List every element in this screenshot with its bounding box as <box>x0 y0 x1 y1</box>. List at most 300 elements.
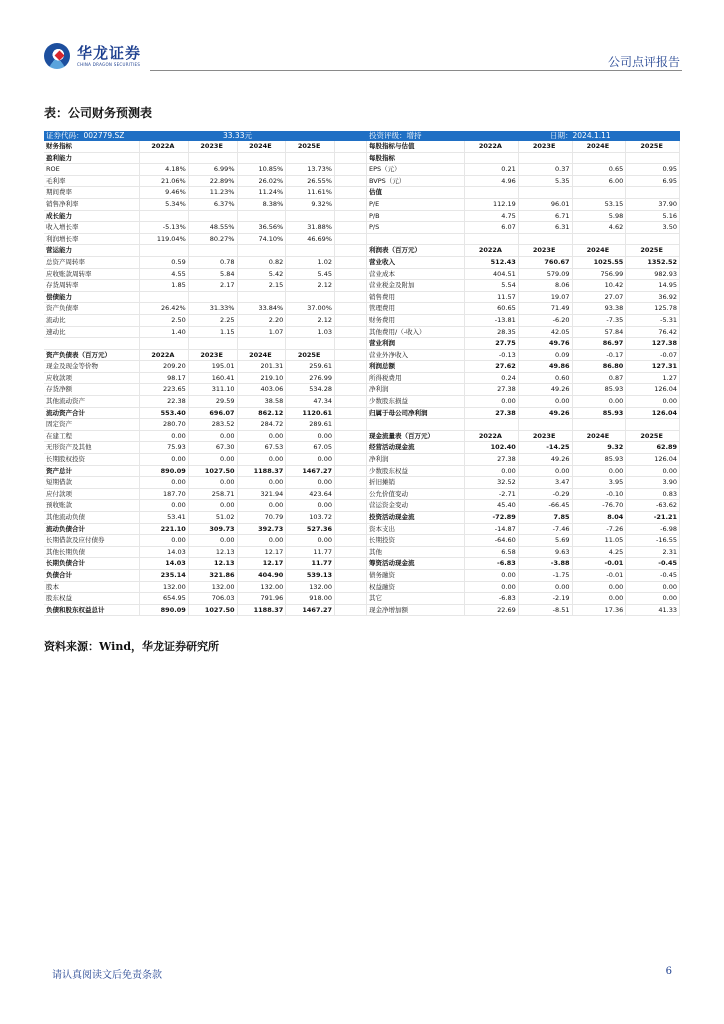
value-cell: 2022A <box>140 141 189 152</box>
value-cell: 423.64 <box>286 489 335 500</box>
value-cell: 126.04 <box>626 408 680 419</box>
report-date: 日期：2024.1.11 <box>550 131 611 140</box>
logo-diamond-icon <box>55 51 65 61</box>
value-cell: 284.72 <box>238 419 287 430</box>
table-header-row <box>44 350 335 362</box>
value-cell: -72.89 <box>465 512 519 523</box>
value-cell: 579.09 <box>519 269 573 280</box>
value-cell: 9.32 <box>573 442 627 453</box>
table-row <box>44 547 335 559</box>
value-cell: 2024E <box>238 141 287 152</box>
row-label: 管理费用 <box>367 303 465 314</box>
financial-forecast-table <box>44 131 680 616</box>
value-cell <box>465 187 519 198</box>
value-cell: 982.93 <box>626 269 680 280</box>
table-row <box>44 466 335 478</box>
value-cell: 8.04 <box>573 512 627 523</box>
value-cell: 4.62 <box>573 222 627 233</box>
row-label: 长期负债合计 <box>44 558 140 569</box>
row-label: 无形资产及其他 <box>44 442 140 453</box>
gap-cell <box>335 350 367 362</box>
value-cell: 235.14 <box>140 570 189 581</box>
gap-cell <box>335 442 367 454</box>
value-cell: 2025E <box>626 431 680 442</box>
value-cell: 41.33 <box>626 605 680 616</box>
value-cell: 2025E <box>626 141 680 152</box>
table-row <box>44 187 335 199</box>
gap-cell <box>335 280 367 292</box>
value-cell: 276.99 <box>286 373 335 384</box>
value-cell: 126.04 <box>626 454 680 465</box>
value-cell: 0.00 <box>286 477 335 488</box>
gap-cell <box>335 338 367 350</box>
table-row <box>367 605 680 617</box>
row-label: P/S <box>367 222 465 233</box>
value-cell <box>238 245 287 256</box>
row-label: 营业利润 <box>367 338 465 349</box>
value-cell: 0.00 <box>465 396 519 407</box>
gap-cell <box>335 384 367 396</box>
value-cell <box>189 245 238 256</box>
value-cell: 0.00 <box>573 396 627 407</box>
value-cell: 37.00% <box>286 303 335 314</box>
value-cell <box>626 419 680 430</box>
value-cell: 3.50 <box>626 222 680 233</box>
value-cell: 0.00 <box>140 535 189 546</box>
value-cell: 3.95 <box>573 477 627 488</box>
table-row <box>44 570 335 582</box>
value-cell: 26.42% <box>140 303 189 314</box>
gap-cell <box>335 245 367 257</box>
row-label: 每股指标与估值 <box>367 141 465 152</box>
value-cell: 2.20 <box>238 315 287 326</box>
value-cell: -7.46 <box>519 524 573 535</box>
value-cell: 0.00 <box>286 500 335 511</box>
table-row <box>367 292 680 304</box>
gap-cell <box>335 512 367 524</box>
gap-cell <box>335 477 367 489</box>
value-cell: 22.69 <box>465 605 519 616</box>
gap-cell <box>335 199 367 211</box>
table-row <box>44 419 335 431</box>
table-row <box>367 257 680 269</box>
value-cell: 37.90 <box>626 199 680 210</box>
value-cell: 4.75 <box>465 211 519 222</box>
value-cell: 862.12 <box>238 408 287 419</box>
value-cell: 0.00 <box>140 477 189 488</box>
table-row <box>44 338 335 350</box>
row-label: EPS（元） <box>367 164 465 175</box>
row-label: 负债合计 <box>44 570 140 581</box>
table-row <box>44 477 335 489</box>
table-row <box>44 408 335 420</box>
row-label: 流动资产合计 <box>44 408 140 419</box>
value-cell: 1188.37 <box>238 466 287 477</box>
value-cell: 6.31 <box>519 222 573 233</box>
value-cell: 2023E <box>519 431 573 442</box>
value-cell: 5.42 <box>238 269 287 280</box>
table-gap-column <box>335 141 367 616</box>
gap-cell <box>335 605 367 617</box>
row-label: 投资活动现金流 <box>367 512 465 523</box>
value-cell: 4.55 <box>140 269 189 280</box>
gap-cell <box>335 315 367 327</box>
value-cell <box>573 153 627 164</box>
value-cell: 5.35 <box>519 176 573 187</box>
value-cell: 404.90 <box>238 570 287 581</box>
value-cell: 29.59 <box>189 396 238 407</box>
value-cell: 127.38 <box>626 338 680 349</box>
table-row <box>367 384 680 396</box>
row-label: 其他流动负债 <box>44 512 140 523</box>
row-label: 净利润 <box>367 454 465 465</box>
value-cell: 5.16 <box>626 211 680 222</box>
value-cell: 126.04 <box>626 384 680 395</box>
row-label: 偿债能力 <box>44 292 140 303</box>
table-header-row <box>44 141 335 153</box>
value-cell: 132.00 <box>140 582 189 593</box>
right-table <box>367 141 680 616</box>
value-cell: 223.65 <box>140 384 189 395</box>
value-cell: 321.86 <box>189 570 238 581</box>
value-cell: -16.55 <box>626 535 680 546</box>
value-cell: 127.31 <box>626 361 680 372</box>
row-label: 预收账款 <box>44 500 140 511</box>
value-cell: 201.31 <box>238 361 287 372</box>
value-cell: 0.00 <box>519 582 573 593</box>
value-cell: 11.05 <box>573 535 627 546</box>
value-cell: 6.58 <box>465 547 519 558</box>
table-section-row <box>44 292 335 304</box>
value-cell: 125.78 <box>626 303 680 314</box>
value-cell: 45.40 <box>465 500 519 511</box>
row-label: 折旧摊销 <box>367 477 465 488</box>
value-cell: 86.80 <box>573 361 627 372</box>
table-title: 表：公司财务预测表 <box>44 106 153 120</box>
value-cell: 1.40 <box>140 327 189 338</box>
value-cell: 38.58 <box>238 396 287 407</box>
row-label: 应收款项 <box>44 373 140 384</box>
value-cell: 12.13 <box>189 547 238 558</box>
value-cell: 0.37 <box>519 164 573 175</box>
table-row <box>367 489 680 501</box>
row-label: 估值 <box>367 187 465 198</box>
value-cell <box>626 153 680 164</box>
table-row <box>367 466 680 478</box>
value-cell <box>238 211 287 222</box>
row-label: 营业外净收入 <box>367 350 465 361</box>
value-cell: 4.96 <box>465 176 519 187</box>
value-cell: -0.10 <box>573 489 627 500</box>
value-cell <box>519 234 573 245</box>
table-row <box>44 280 335 292</box>
value-cell: 6.71 <box>519 211 573 222</box>
row-label: 营业成本 <box>367 269 465 280</box>
value-cell <box>140 211 189 222</box>
value-cell: -0.01 <box>573 570 627 581</box>
value-cell: 48.55% <box>189 222 238 233</box>
table-section-row <box>367 153 680 165</box>
table-row <box>367 338 680 350</box>
row-label: 成长能力 <box>44 211 140 222</box>
value-cell: 0.00 <box>626 582 680 593</box>
row-label: 股东权益 <box>44 593 140 604</box>
value-cell: 1.15 <box>189 327 238 338</box>
row-label: 长期借款及应付债券 <box>44 535 140 546</box>
value-cell: 2024E <box>573 141 627 152</box>
value-cell: -0.07 <box>626 350 680 361</box>
page-number: 6 <box>665 966 672 977</box>
value-cell: 0.00 <box>465 570 519 581</box>
value-cell: 27.07 <box>573 292 627 303</box>
value-cell: 0.00 <box>238 477 287 488</box>
table-row <box>367 303 680 315</box>
value-cell: -0.29 <box>519 489 573 500</box>
value-cell: 119.04% <box>140 234 189 245</box>
value-cell: 2024E <box>573 431 627 442</box>
gap-cell <box>335 187 367 199</box>
value-cell: 12.17 <box>238 547 287 558</box>
value-cell: 51.02 <box>189 512 238 523</box>
gap-cell <box>335 164 367 176</box>
gap-cell <box>335 408 367 420</box>
value-cell: 13.73% <box>286 164 335 175</box>
value-cell <box>519 419 573 430</box>
value-cell: 5.45 <box>286 269 335 280</box>
value-cell: 11.77 <box>286 558 335 569</box>
value-cell: 28.35 <box>465 327 519 338</box>
table-row <box>367 164 680 176</box>
value-cell: 14.95 <box>626 280 680 291</box>
row-label: 其他费用/（-收入） <box>367 327 465 338</box>
value-cell: 1.07 <box>238 327 287 338</box>
value-cell: 11.77 <box>286 547 335 558</box>
value-cell: 31.88% <box>286 222 335 233</box>
value-cell: 53.15 <box>573 199 627 210</box>
gap-cell <box>335 454 367 466</box>
table-row <box>44 582 335 594</box>
value-cell: 0.78 <box>189 257 238 268</box>
row-label: 速动比 <box>44 327 140 338</box>
value-cell: 3.47 <box>519 477 573 488</box>
row-label: 筹资活动现金流 <box>367 558 465 569</box>
value-cell <box>238 338 287 349</box>
stock-code: 证券代码：002779.SZ <box>46 131 125 140</box>
value-cell <box>189 211 238 222</box>
row-label: 现金净增加额 <box>367 605 465 616</box>
value-cell: 0.00 <box>140 500 189 511</box>
value-cell: -2.19 <box>519 593 573 604</box>
row-label <box>367 234 465 245</box>
table-row <box>44 500 335 512</box>
value-cell: 96.01 <box>519 199 573 210</box>
table-row <box>44 524 335 536</box>
value-cell: 2025E <box>286 141 335 152</box>
row-label: 长期投资 <box>367 535 465 546</box>
value-cell: 0.00 <box>573 582 627 593</box>
row-label: BVPS（元） <box>367 176 465 187</box>
table-row <box>44 222 335 234</box>
value-cell: 0.83 <box>626 489 680 500</box>
value-cell: 696.07 <box>189 408 238 419</box>
value-cell <box>189 338 238 349</box>
value-cell: 67.05 <box>286 442 335 453</box>
value-cell: 102.40 <box>465 442 519 453</box>
row-label: 总资产周转率 <box>44 257 140 268</box>
stock-price: 33.33元 <box>223 131 252 140</box>
value-cell: 5.69 <box>519 535 573 546</box>
value-cell: 0.00 <box>189 535 238 546</box>
table-section-row <box>44 211 335 223</box>
value-cell: 14.03 <box>140 558 189 569</box>
value-cell <box>140 153 189 164</box>
value-cell: 2.12 <box>286 280 335 291</box>
gap-cell <box>335 570 367 582</box>
gap-cell <box>335 466 367 478</box>
row-label: 净利润 <box>367 384 465 395</box>
value-cell <box>286 211 335 222</box>
value-cell: 74.10% <box>238 234 287 245</box>
value-cell <box>140 245 189 256</box>
row-label: 利润总额 <box>367 361 465 372</box>
gap-cell <box>335 500 367 512</box>
value-cell: 19.07 <box>519 292 573 303</box>
report-type: 公司点评报告 <box>607 55 680 69</box>
value-cell: 1025.55 <box>573 257 627 268</box>
table-row <box>367 350 680 362</box>
row-label: 盈利能力 <box>44 153 140 164</box>
table-row <box>44 535 335 547</box>
value-cell <box>286 245 335 256</box>
table-row <box>44 327 335 339</box>
value-cell: 60.65 <box>465 303 519 314</box>
value-cell: 2022A <box>465 141 519 152</box>
value-cell: 0.82 <box>238 257 287 268</box>
row-label: 股本 <box>44 582 140 593</box>
company-logo <box>44 42 154 72</box>
table-row <box>44 593 335 605</box>
value-cell: -6.83 <box>465 558 519 569</box>
value-cell: 0.95 <box>626 164 680 175</box>
value-cell: 0.00 <box>626 593 680 604</box>
value-cell: -6.83 <box>465 593 519 604</box>
table-row <box>44 315 335 327</box>
table-row <box>367 327 680 339</box>
value-cell: 209.20 <box>140 361 189 372</box>
value-cell: 890.09 <box>140 466 189 477</box>
gap-cell <box>335 524 367 536</box>
value-cell: 0.00 <box>238 535 287 546</box>
table-row <box>367 442 680 454</box>
value-cell: 4.18% <box>140 164 189 175</box>
value-cell <box>573 419 627 430</box>
value-cell: 2023E <box>189 141 238 152</box>
value-cell: 49.86 <box>519 361 573 372</box>
table-row <box>44 361 335 373</box>
value-cell: 1.85 <box>140 280 189 291</box>
value-cell: -13.81 <box>465 315 519 326</box>
gap-cell <box>335 222 367 234</box>
gap-cell <box>335 593 367 605</box>
value-cell: 27.62 <box>465 361 519 372</box>
row-label: 资本支出 <box>367 524 465 535</box>
value-cell: 47.34 <box>286 396 335 407</box>
value-cell: 49.26 <box>519 408 573 419</box>
value-cell: 33.84% <box>238 303 287 314</box>
table-section-row <box>367 187 680 199</box>
table-row <box>367 512 680 524</box>
row-label: 营业收入 <box>367 257 465 268</box>
value-cell: 0.00 <box>140 431 189 442</box>
value-cell: 21.06% <box>140 176 189 187</box>
row-label: 流动比 <box>44 315 140 326</box>
value-cell: 46.69% <box>286 234 335 245</box>
value-cell: -7.35 <box>573 315 627 326</box>
value-cell: 0.00 <box>573 466 627 477</box>
value-cell: 27.38 <box>465 408 519 419</box>
value-cell: 0.00 <box>140 454 189 465</box>
value-cell: 75.93 <box>140 442 189 453</box>
row-label: 资产负债表（百万元） <box>44 350 140 361</box>
row-label: 财务指标 <box>44 141 140 152</box>
logo-en-text: CHINA DRAGON SECURITIES <box>77 62 141 67</box>
gap-cell <box>335 303 367 315</box>
value-cell: -0.13 <box>465 350 519 361</box>
value-cell: 280.70 <box>140 419 189 430</box>
table-header-row <box>367 141 680 153</box>
left-table <box>44 141 335 616</box>
value-cell: 0.00 <box>519 466 573 477</box>
value-cell: 0.00 <box>573 593 627 604</box>
row-label: 财务费用 <box>367 315 465 326</box>
row-label: 每股指标 <box>367 153 465 164</box>
table-row <box>367 419 680 431</box>
value-cell: 1467.27 <box>286 466 335 477</box>
table-section-row <box>44 153 335 165</box>
value-cell: 2025E <box>626 245 680 256</box>
row-label: 营运资金变动 <box>367 500 465 511</box>
value-cell: 32.52 <box>465 477 519 488</box>
value-cell: -2.71 <box>465 489 519 500</box>
gap-cell <box>335 292 367 304</box>
value-cell: 219.10 <box>238 373 287 384</box>
value-cell: 0.00 <box>286 535 335 546</box>
value-cell: 85.93 <box>573 408 627 419</box>
value-cell: 1120.61 <box>286 408 335 419</box>
value-cell: -7.26 <box>573 524 627 535</box>
row-label: 所得税费用 <box>367 373 465 384</box>
value-cell: 890.09 <box>140 605 189 616</box>
table-row <box>367 582 680 594</box>
value-cell: 1.02 <box>286 257 335 268</box>
value-cell: 0.00 <box>238 500 287 511</box>
value-cell: 31.33% <box>189 303 238 314</box>
value-cell: -0.45 <box>626 558 680 569</box>
value-cell: 0.59 <box>140 257 189 268</box>
value-cell: 6.07 <box>465 222 519 233</box>
gap-cell <box>335 489 367 501</box>
table-row <box>367 269 680 281</box>
value-cell: 10.42 <box>573 280 627 291</box>
table-row <box>44 164 335 176</box>
value-cell <box>140 338 189 349</box>
row-label: 少数股东权益 <box>367 466 465 477</box>
value-cell: 67.53 <box>238 442 287 453</box>
row-label: 负债和股东权益总计 <box>44 605 140 616</box>
value-cell: 0.00 <box>465 582 519 593</box>
value-cell: 1467.27 <box>286 605 335 616</box>
value-cell: -5.13% <box>140 222 189 233</box>
